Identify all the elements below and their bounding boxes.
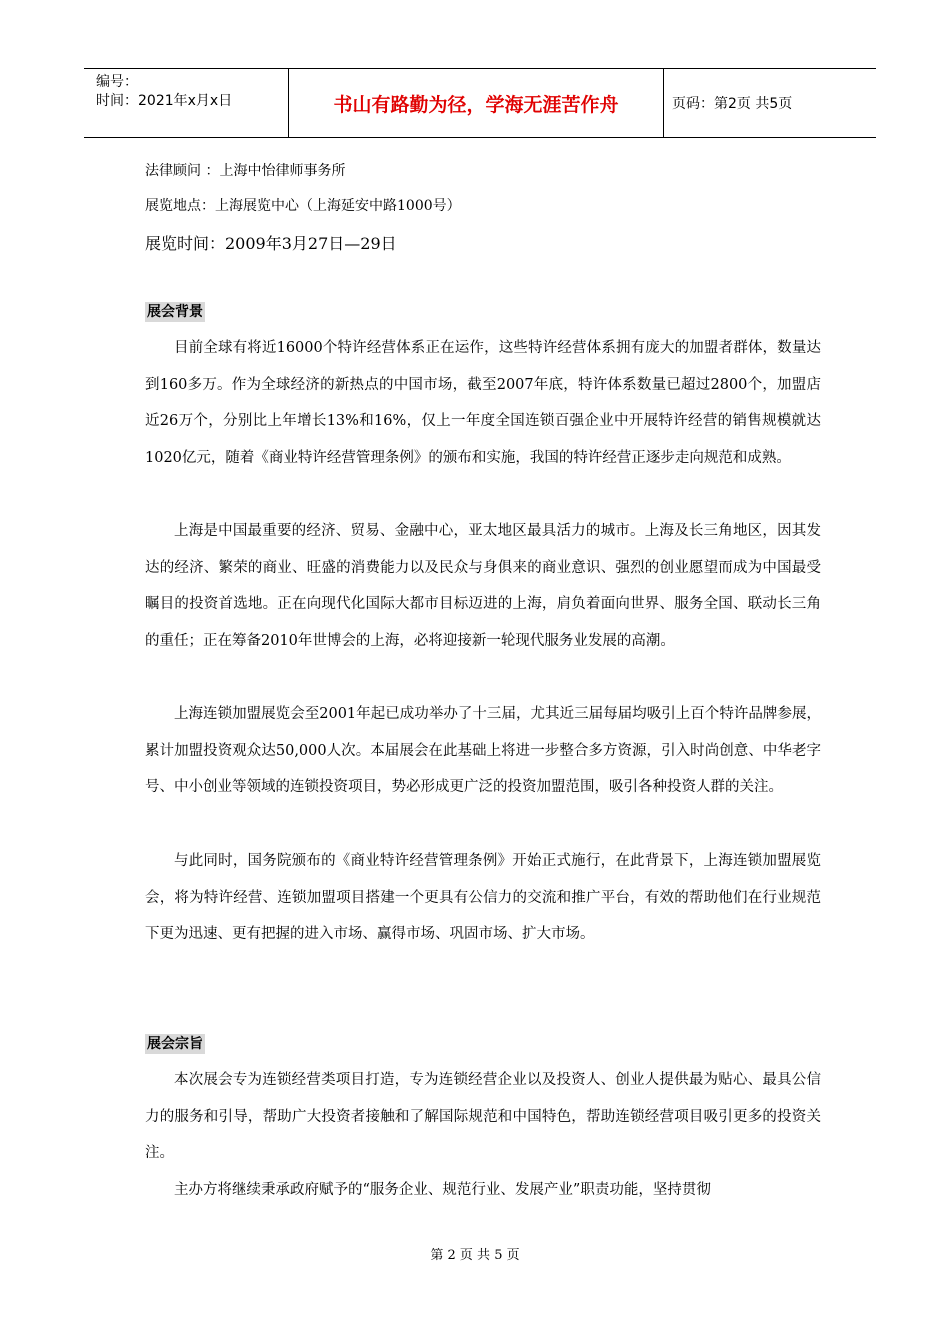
paragraph: 与此同时，国务院颁布的《商业特许经营管理条例》开始正式施行，在此背景下，上海连锁加盟展览会，将为特许经营、连锁加盟项目搭建一个更具有公信力的交流和推广平台，有效的帮助他们在行业规范下更为迅速、更有把握的进入市场、赢得市场、巩固市场、扩大市场。 bbox=[145, 853, 821, 943]
legal-advisor: 法律顾问 ：上海中怡律师事务所 bbox=[145, 163, 346, 179]
page-header bbox=[84, 68, 876, 138]
section-title-background: 展会背景 bbox=[147, 304, 203, 320]
paragraph: 目前全球有将近16000个特许经营体系正在运作，这些特许经营体系拥有庞大的加盟者群体，数量达到160多万。作为全球经济的新热点的中国市场，截至2007年底，特许体系数量已超过2800个，加盟店近26万个，分别比上年增长13%和16%，仅上一年度全国连锁百强企业中开展特许经营的销售规模就达1020亿元，随着《商业特许经营管理条例》的颁布和实施，我国的特许经营正逐步走向规范和成熟。 bbox=[145, 340, 821, 466]
paragraph: 主办方将继续秉承政府赋予的“服务企业、规范行业、发展产业”职责功能，坚持贯彻 bbox=[174, 1182, 711, 1198]
paragraph: 本次展会专为连锁经营类项目打造，专为连锁经营企业以及投资人、创业人提供最为贴心、最具公信力的服务和引导，帮助广大投资者接触和了解国际规范和中国特色，帮助连锁经营项目吸引更多的投资关注。 bbox=[145, 1072, 821, 1162]
header-meta bbox=[96, 73, 232, 111]
paragraph: 上海是中国最重要的经济、贸易、金融中心，亚太地区最具活力的城市。上海及长三角地区，因其发达的经济、繁荣的商业、旺盛的消费能力以及民众与身俱来的商业意识、强烈的创业愿望而成为中国最受瞩目的投资首选地。正在向现代化国际大都市目标迈进的上海，肩负着面向世界、服务全国、联动长三角的重任；正在筹备2010年世博会的上海，必将迎接新一轮现代服务业发展的高潮。 bbox=[145, 523, 821, 649]
page-footer: 第 2 页 共 5 页 bbox=[430, 1248, 520, 1263]
header-motto: 书山有路勤为径，学海无涯苦作舟 bbox=[333, 93, 619, 116]
section-title-purpose: 展会宗旨 bbox=[147, 1036, 203, 1052]
paragraph: 上海连锁加盟展览会至2001年起已成功举办了十三届，尤其近三届每届均吸引上百个特许品牌参展，累计加盟投资观众达50,000人次。本届展会在此基础上将进一步整合多方资源，引入时尚创意、中华老字号、中小创业等领域的连锁投资项目，势必形成更广泛的投资加盟范围，吸引各种投资人群的关注。 bbox=[145, 706, 821, 796]
time-label: 时间：2021年x月x日 bbox=[96, 93, 233, 109]
exhibition-venue: 展览地点：上海展览中心（上海延安中路1000号） bbox=[145, 198, 461, 214]
exhibition-date: 展览时间：2009年3月27日—29日 bbox=[145, 234, 397, 253]
header-page-number: 页码：第2页 共5页 bbox=[672, 96, 793, 112]
number-label: 编号： bbox=[96, 74, 138, 90]
